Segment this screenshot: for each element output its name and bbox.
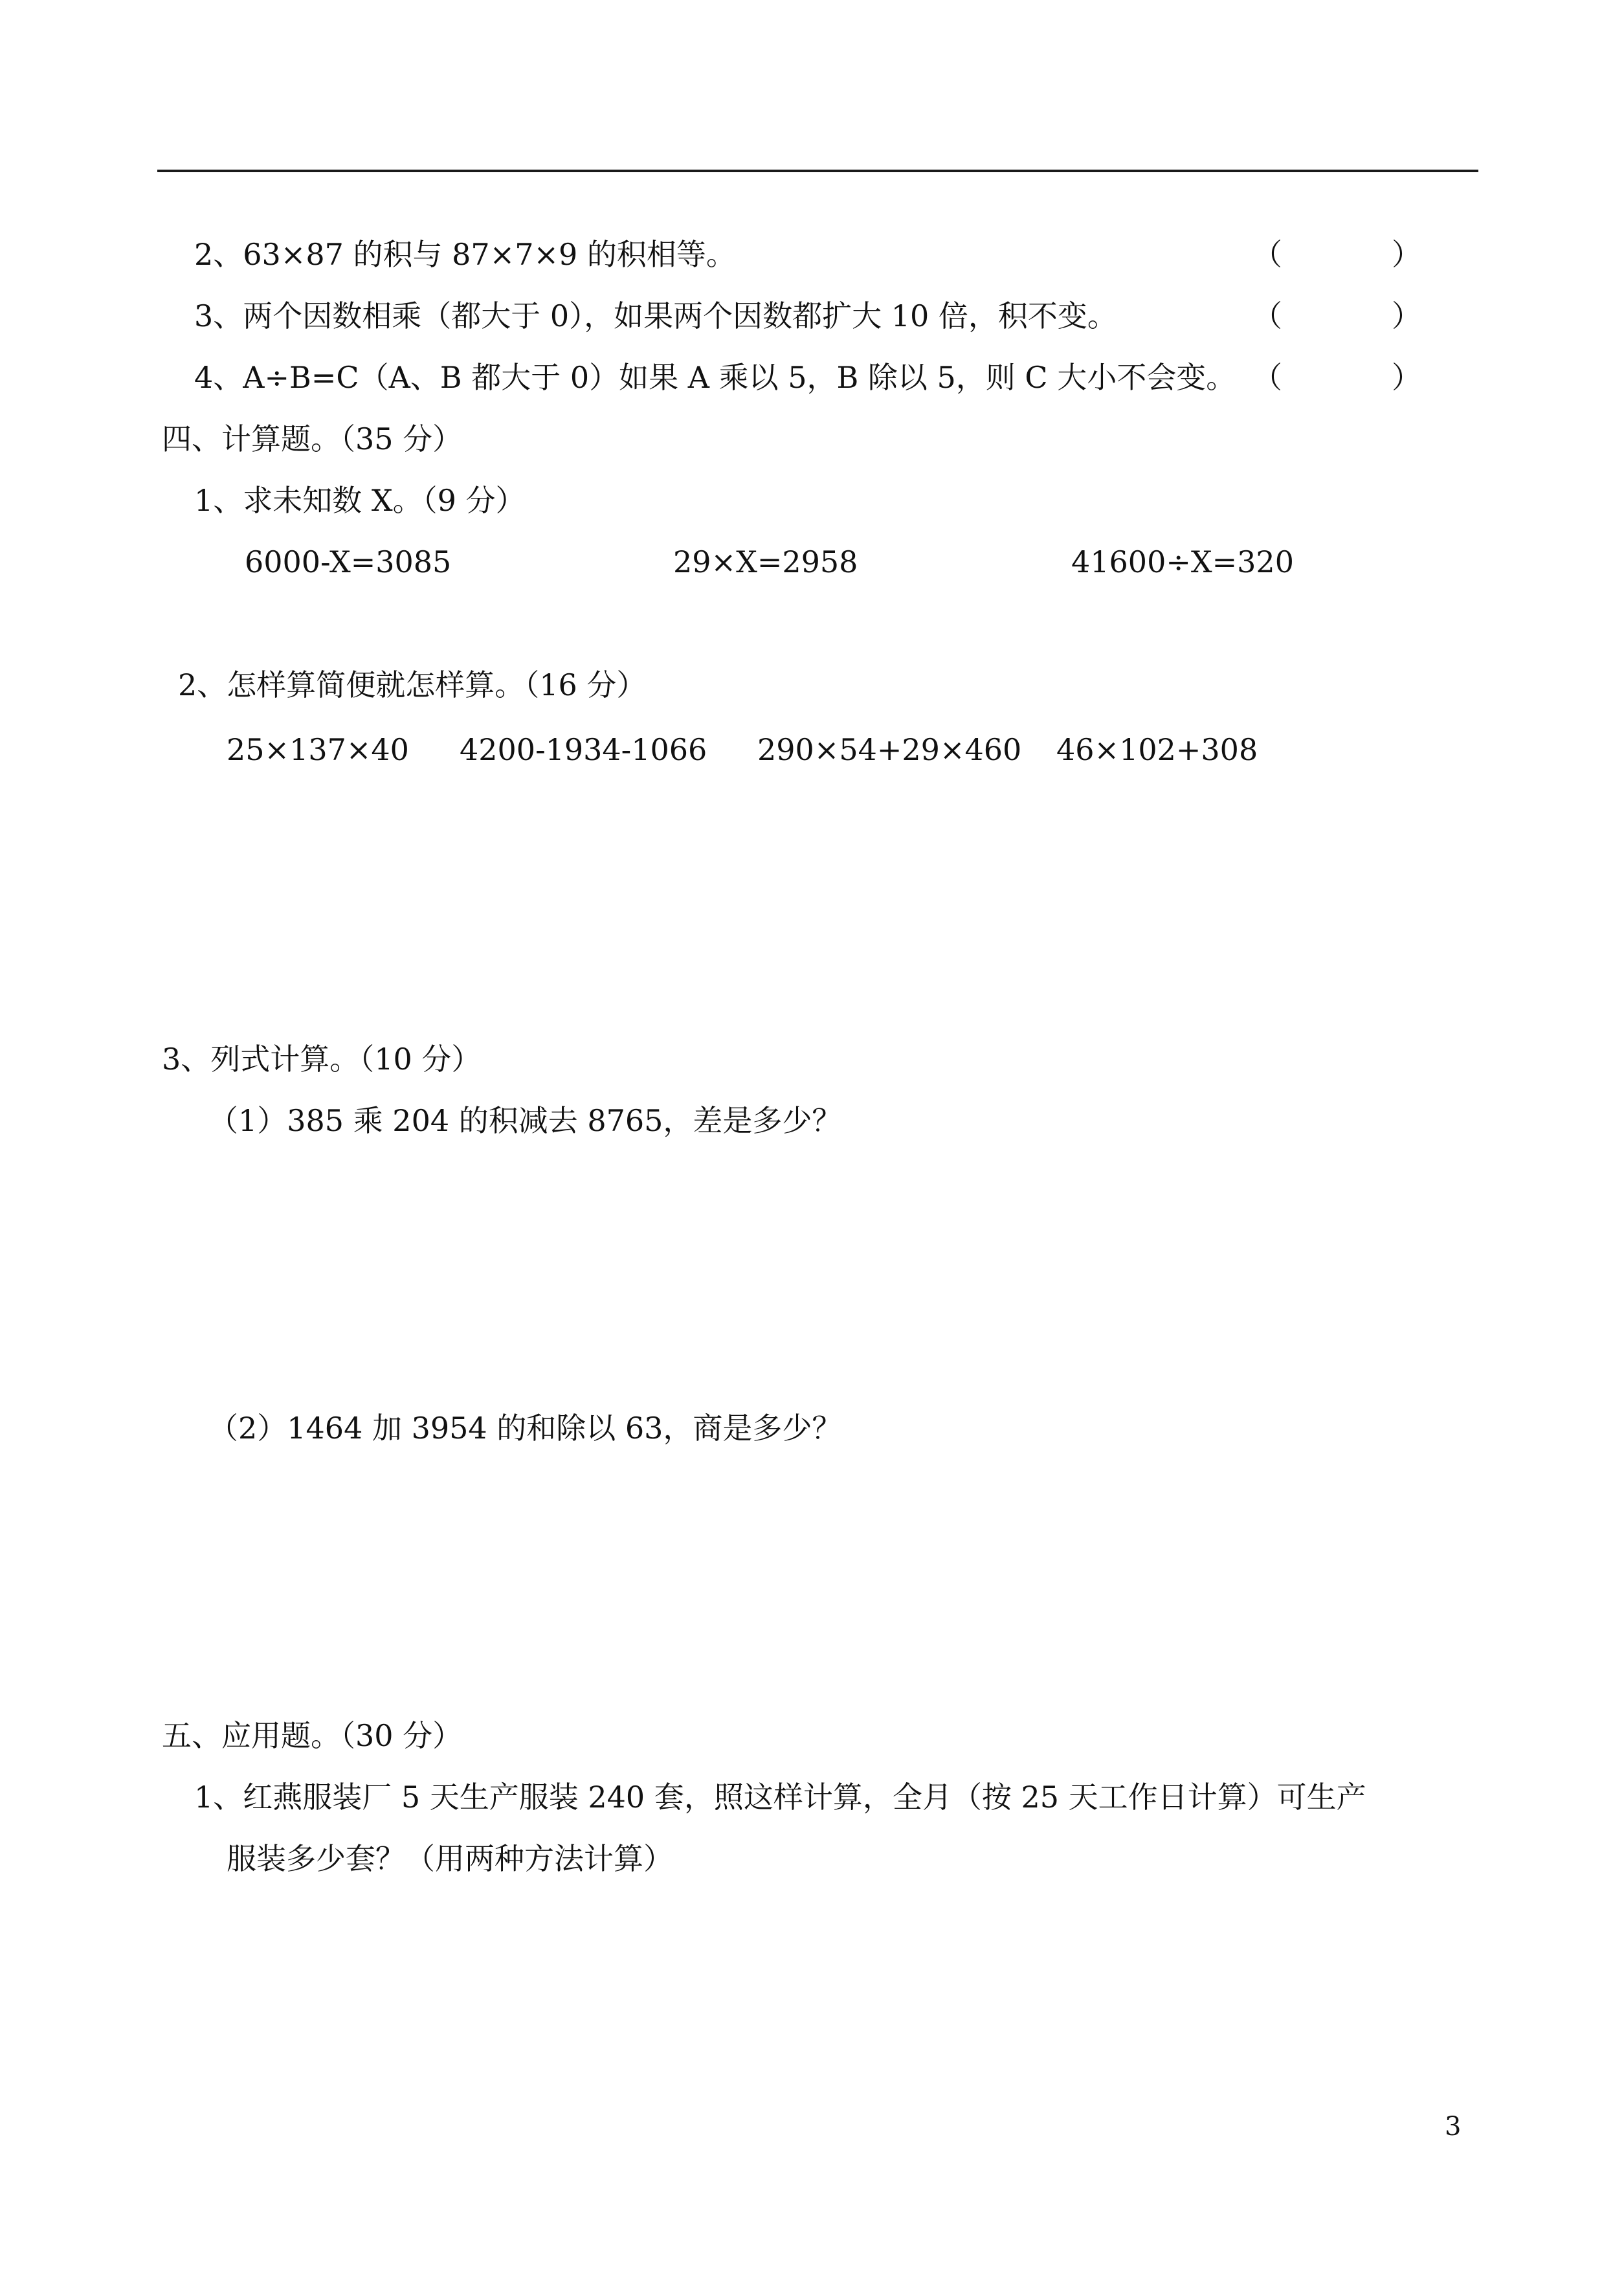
judgement-item-4: 4、A÷B=C（A、B 都大于 0）如果 A 乘以 5，B 除以 5，则 C 大小不会变。 bbox=[194, 360, 1236, 395]
subquestion-2: （2）1464 加 3954 的和除以 63，商是多少？ bbox=[208, 1411, 842, 1446]
header-rule bbox=[157, 170, 1478, 172]
judgement-item-2: 2、63×87 的积与 87×7×9 的积相等。 bbox=[194, 237, 736, 272]
expression-1: 25×137×40 bbox=[227, 732, 409, 767]
page-number: 3 bbox=[1445, 2112, 1462, 2142]
question-1-title: 1、求未知数 X。（9 分） bbox=[194, 483, 526, 518]
expression-4: 46×102+308 bbox=[1056, 732, 1258, 767]
section-4-title: 四、计算题。（35 分） bbox=[162, 421, 463, 456]
question-3-title: 3、列式计算。（10 分） bbox=[162, 1042, 482, 1077]
application-question-1-line-1: 1、红燕服装厂 5 天生产服装 240 套，照这样计算，全月（按 25 天工作日计算）可生产 bbox=[194, 1780, 1366, 1815]
equation-1: 6000-X=3085 bbox=[245, 544, 452, 579]
answer-blank-close[interactable]: ） bbox=[1392, 237, 1421, 272]
answer-blank-close[interactable]: ） bbox=[1392, 298, 1421, 333]
answer-blank-open[interactable]: （ bbox=[1252, 298, 1282, 333]
judgement-item-3: 3、两个因数相乘（都大于 0），如果两个因数都扩大 10 倍，积不变。 bbox=[194, 298, 1117, 333]
expression-3: 290×54+29×460 bbox=[757, 732, 1022, 767]
answer-blank-open[interactable]: （ bbox=[1252, 237, 1282, 272]
section-5-title: 五、应用题。（30 分） bbox=[162, 1718, 463, 1753]
expression-2: 4200-1934-1066 bbox=[460, 732, 707, 767]
question-2-title: 2、怎样算简便就怎样算。（16 分） bbox=[178, 667, 647, 702]
equation-2: 29×X=2958 bbox=[673, 544, 858, 579]
subquestion-1: （1）385 乘 204 的积减去 8765，差是多少？ bbox=[208, 1103, 842, 1138]
application-question-1-line-2: 服装多少套？（用两种方法计算） bbox=[227, 1841, 673, 1876]
answer-blank-close[interactable]: ） bbox=[1392, 360, 1421, 395]
equation-3: 41600÷X=320 bbox=[1071, 544, 1294, 579]
answer-blank-open[interactable]: （ bbox=[1252, 360, 1282, 395]
